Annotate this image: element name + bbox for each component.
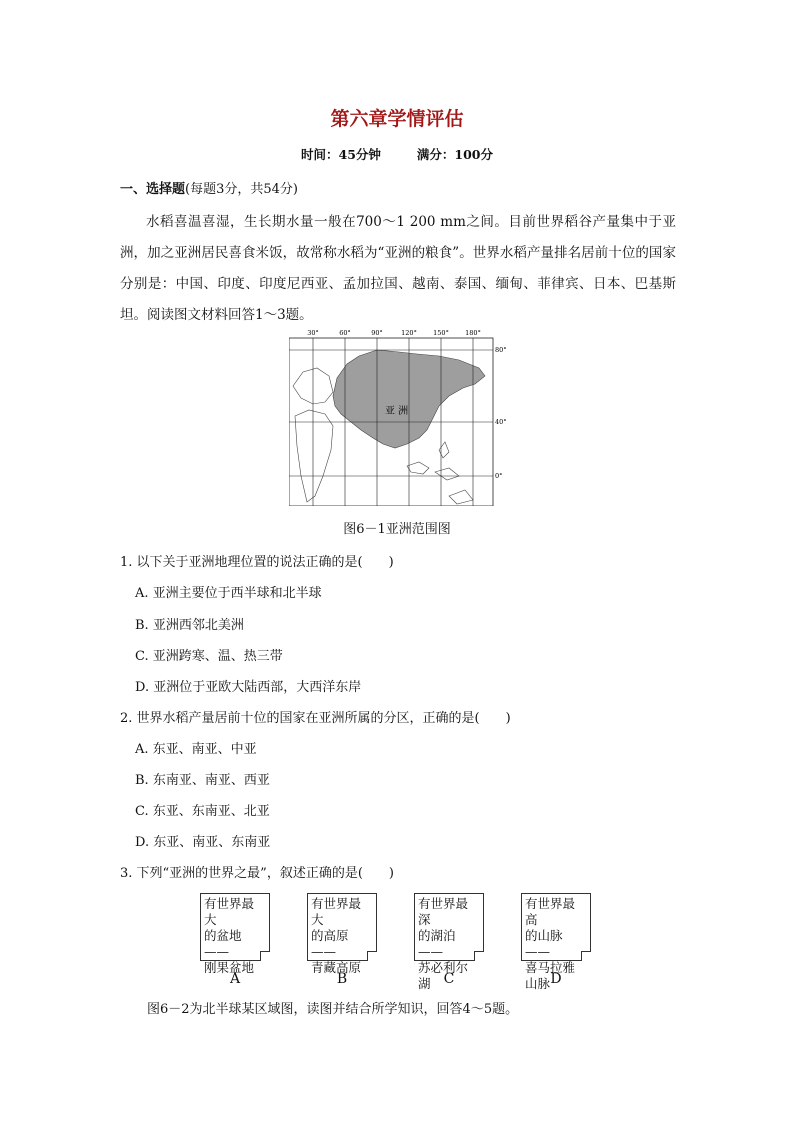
card-line: 青藏高原 bbox=[311, 960, 362, 975]
card-line: 的湖泊—— bbox=[418, 928, 456, 959]
card-line: 的高原—— bbox=[311, 928, 349, 959]
card-letter-a: A bbox=[229, 971, 241, 987]
card-letter-d: D bbox=[550, 971, 562, 987]
q2-option-b: B. 东南亚、南亚、西亚 bbox=[135, 773, 270, 788]
card-line: 刚果盆地 bbox=[204, 960, 255, 975]
question-3-stem: 3. 下列“亚洲的世界之最”，叙述正确的是( ) bbox=[120, 866, 394, 881]
card-b bbox=[307, 893, 377, 975]
card-line: 的山脉—— bbox=[525, 928, 563, 959]
question-1-stem: 1. 以下关于亚洲地理位置的说法正确的是( ) bbox=[120, 555, 394, 570]
exam-time: 时间：45分钟 bbox=[301, 147, 381, 162]
lat-label: 80° bbox=[495, 346, 507, 354]
page-title: 第六章学情评估 bbox=[330, 108, 464, 130]
lon-label: 150° bbox=[433, 329, 449, 337]
question-2-stem: 2. 世界水稻产量居前十位的国家在亚洲所属的分区，正确的是( ) bbox=[120, 711, 511, 726]
q1-option-d: D. 亚洲位于亚欧大陆西部，大西洋东岸 bbox=[135, 680, 362, 695]
exam-meta bbox=[0, 145, 794, 163]
card-letter-b: B bbox=[336, 971, 348, 987]
lat-label: 0° bbox=[495, 472, 503, 480]
card-line: 喜马拉雅 bbox=[525, 960, 576, 975]
section-note: (每题3分，共54分) bbox=[185, 182, 298, 197]
q1-option-c: C. 亚洲跨寒、温、热三带 bbox=[135, 649, 283, 664]
q1-option-a: A. 亚洲主要位于西半球和北半球 bbox=[135, 586, 322, 601]
card-line: 的盆地—— bbox=[204, 928, 242, 959]
asia-map bbox=[289, 326, 509, 506]
card-a bbox=[200, 893, 270, 975]
q1-option-b: B. 亚洲西邻北美洲 bbox=[135, 618, 244, 633]
lat-label: 40° bbox=[495, 418, 507, 426]
card-line: 有世界最大 bbox=[311, 896, 362, 927]
lon-label: 60° bbox=[339, 329, 351, 337]
section-title: 一、选择题 bbox=[120, 182, 186, 197]
card-line: 有世界最大 bbox=[204, 896, 255, 927]
next-intro: 图6－2为北半球某区域图，读图并结合所学知识，回答4～5题。 bbox=[147, 1002, 519, 1017]
q2-option-d: D. 东亚、南亚、东南亚 bbox=[135, 835, 271, 850]
card-d bbox=[521, 893, 591, 991]
lon-label: 30° bbox=[307, 329, 319, 337]
exam-score: 满分：100分 bbox=[416, 147, 493, 162]
card-line: 有世界最深 bbox=[418, 896, 469, 927]
q2-option-a: A. 东亚、南亚、中亚 bbox=[135, 742, 257, 757]
figure-caption: 图6－1亚洲范围图 bbox=[343, 522, 451, 537]
card-line: 山脉 bbox=[525, 976, 551, 991]
lon-label: 120° bbox=[401, 329, 417, 337]
card-line: 有世界最高 bbox=[525, 896, 576, 927]
card-letter-c: C bbox=[443, 971, 455, 987]
lon-label: 90° bbox=[371, 329, 383, 337]
intro-paragraph: 水稻喜温喜湿，生长期水量一般在700～1 200 mm之间。目前世界稻谷产量集中于亚洲，加之亚洲居民喜食米饭，故常称水稻为“亚洲的粮食”。世界水稻产量排名居前十位的国家分别是：中国、印度、印度尼西亚、孟加拉国、越南、泰国、缅甸、菲律宾、日本、巴基斯坦。阅读图文材料回答1～3题。 bbox=[120, 214, 676, 323]
card-c bbox=[414, 893, 484, 991]
asia-label: 亚 洲 bbox=[385, 406, 409, 417]
q2-option-c: C. 东亚、东南亚、北亚 bbox=[135, 804, 270, 819]
section-heading bbox=[120, 178, 298, 197]
lon-label: 180° bbox=[465, 329, 481, 337]
card-line: 苏必利尔湖 bbox=[418, 960, 469, 991]
